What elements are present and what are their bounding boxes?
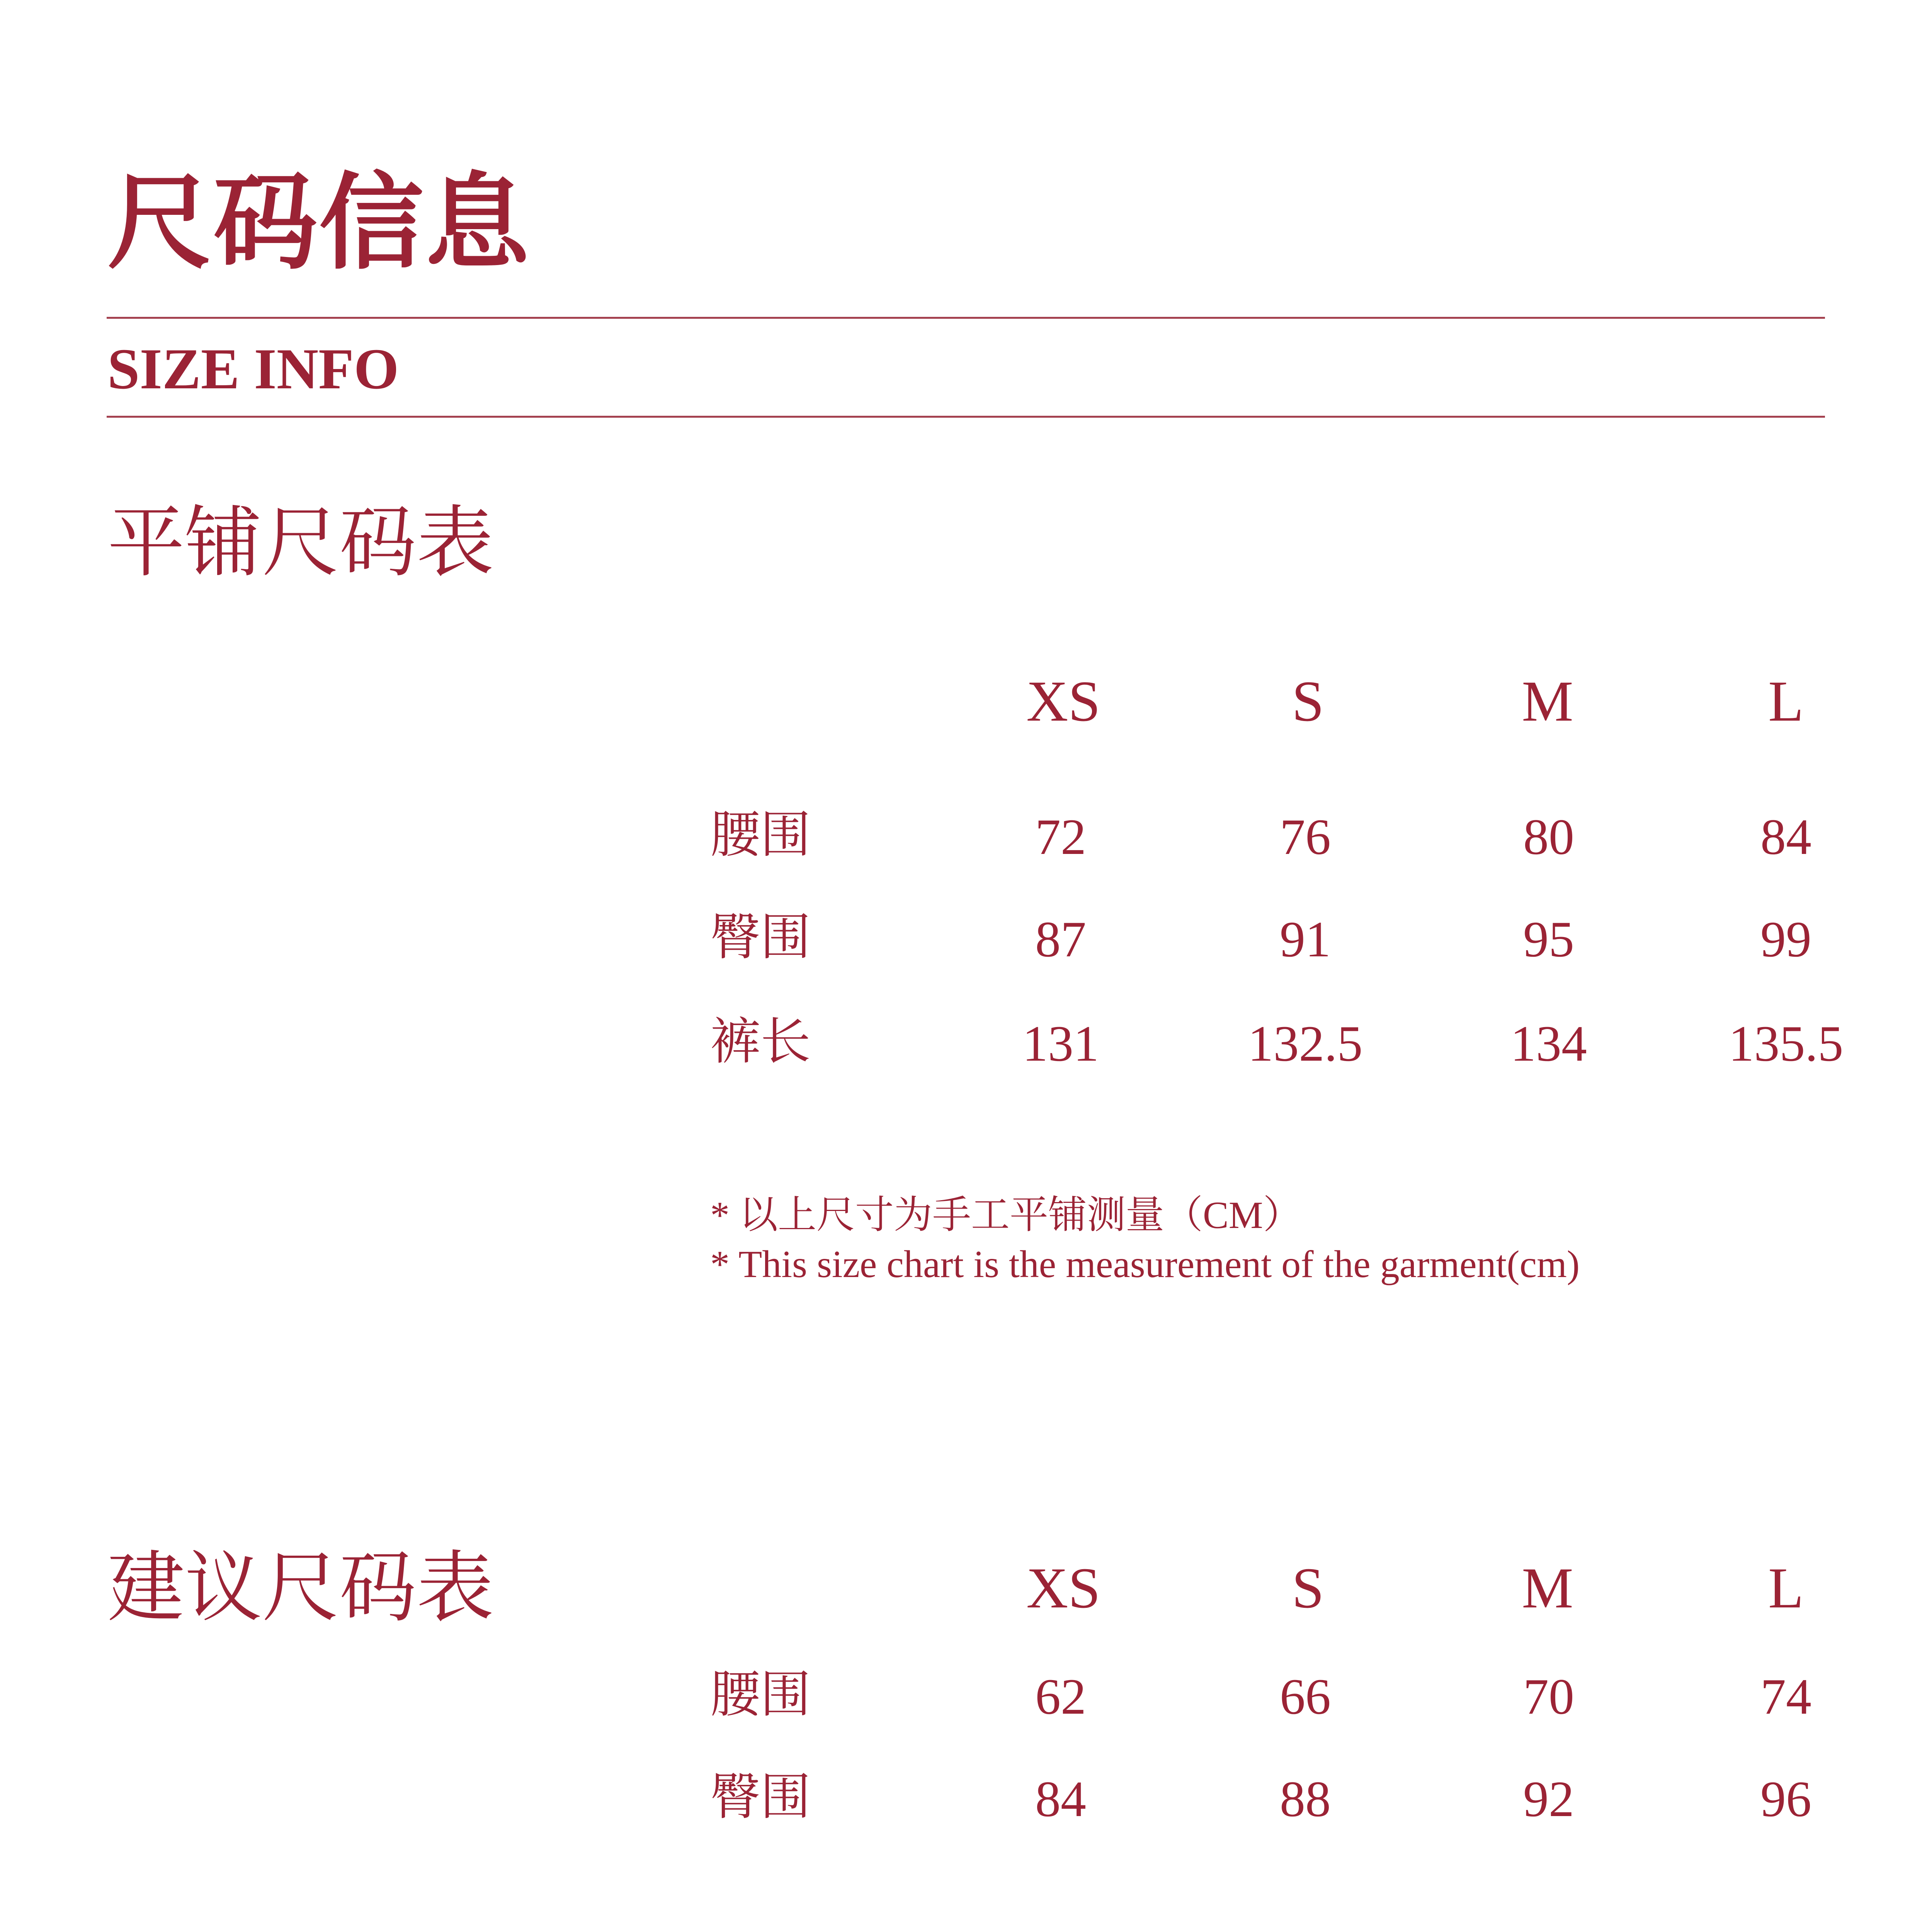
table-cell: 92 xyxy=(1523,1770,1574,1827)
table-cell: 131 xyxy=(1022,1015,1099,1072)
size-header-l: L xyxy=(1768,669,1804,733)
row-label-length: 裤长 xyxy=(710,1012,811,1071)
row-label-waist: 腰围 xyxy=(710,805,811,864)
size-header-m: M xyxy=(1522,669,1573,733)
table-cell: 134 xyxy=(1510,1015,1587,1072)
table-cell: 74 xyxy=(1760,1668,1811,1725)
size-header-m: M xyxy=(1522,1556,1573,1620)
title-divider-top xyxy=(107,317,1825,319)
table-cell: 70 xyxy=(1523,1668,1574,1725)
table-cell: 91 xyxy=(1280,911,1331,968)
table-cell: 66 xyxy=(1280,1668,1331,1725)
row-label-waist: 腰围 xyxy=(710,1665,811,1724)
size-header-s: S xyxy=(1292,1556,1324,1620)
measurement-note-en: * This size chart is the measurement of the garment(cm) xyxy=(710,1243,1580,1286)
size-header-l: L xyxy=(1768,1556,1804,1620)
page-title: 尺码信息 xyxy=(107,161,531,284)
table-cell: 88 xyxy=(1280,1770,1331,1827)
table-cell: 96 xyxy=(1760,1770,1811,1827)
table-cell: 80 xyxy=(1523,808,1574,865)
table-cell: 99 xyxy=(1760,911,1811,968)
suggested-table-title: 建议尺码表 xyxy=(107,1543,494,1633)
table-cell: 135.5 xyxy=(1728,1015,1844,1072)
table-cell: 62 xyxy=(1035,1668,1086,1725)
table-cell: 84 xyxy=(1760,808,1811,865)
row-label-hip: 臀围 xyxy=(710,908,811,966)
page-subtitle: SIZE INFO xyxy=(107,337,399,401)
table-cell: 76 xyxy=(1280,808,1331,865)
table-cell: 72 xyxy=(1035,808,1086,865)
size-header-xs: XS xyxy=(1026,1556,1100,1620)
table-cell: 132.5 xyxy=(1248,1015,1363,1072)
title-divider-bottom xyxy=(107,416,1825,418)
row-label-hip: 臀围 xyxy=(710,1767,811,1826)
size-header-s: S xyxy=(1292,669,1324,733)
size-header-xs: XS xyxy=(1026,669,1100,733)
flat-table-title: 平铺尺码表 xyxy=(107,498,494,588)
measurement-note-cn: * 以上尺寸为手工平铺测量（CM） xyxy=(710,1194,1302,1236)
table-cell: 87 xyxy=(1035,911,1086,968)
table-cell: 95 xyxy=(1523,911,1574,968)
table-cell: 84 xyxy=(1035,1770,1086,1827)
